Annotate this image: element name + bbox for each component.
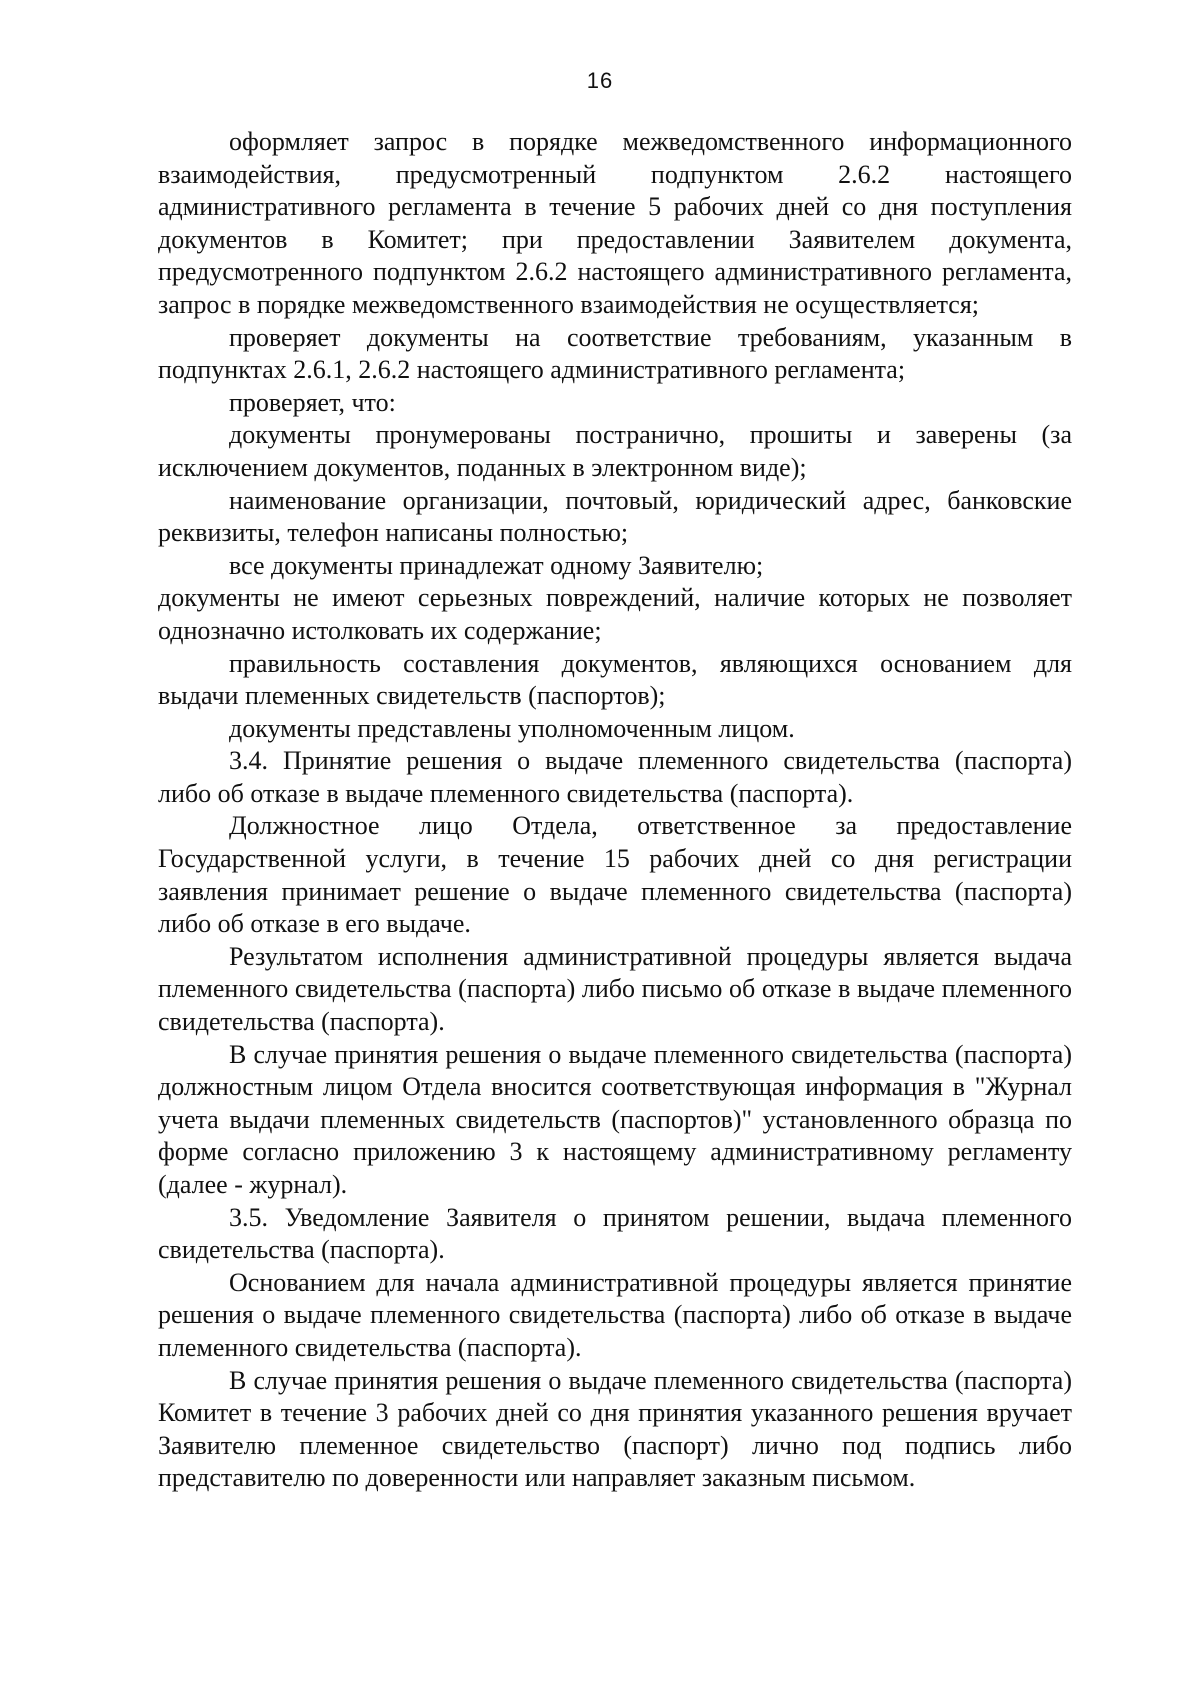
section-3-4-heading: 3.4. Принятие решения о выдаче племенного свидетельства (паспорта) либо об отказе в выдаче племенного свидетельства (паспорта). <box>158 746 1072 808</box>
page-number: 16 <box>586 68 614 93</box>
paragraph-documents-numbered: документы пронумерованы постранично, прошиты и заверены (за исключением документов, поданных в электронном виде); <box>158 420 1072 482</box>
paragraph-correct-compilation: правильность составления документов, являющихся основанием для выдачи племенных свидетельств (паспортов); <box>158 648 1072 711</box>
paragraph-checks-that: проверяет, что: <box>229 387 396 417</box>
paragraph-procedure-result: Результатом исполнения административной процедуры является выдача племенного свидетельства (паспорта) либо письмо об отказе в выдаче племенного свидетельства (паспорта). <box>158 941 1072 1037</box>
paragraph-single-applicant: все документы принадлежат одному Заявителю; <box>229 550 764 580</box>
paragraph-journal-entry: В случае принятия решения о выдаче племенного свидетельства (паспорта) должностным лицом Отдела вносится соответствующая информация в "Журнал учета выдачи племенных свидетельств (паспортов)" установленного образца по форме согласно приложению 3 к настоящему административному регламенту (далее - журнал). <box>158 1039 1072 1199</box>
section-3-5-heading: 3.5. Уведомление Заявителя о принятом решении, выдача племенного свидетельства (паспорта). <box>158 1202 1072 1265</box>
paragraph-certificate-delivery: В случае принятия решения о выдаче племенного свидетельства (паспорта) Комитет в течение 3 рабочих дней со дня принятия указанного решения вручает Заявителю племенное свидетельство (паспорт) лично под подпись либо представителю по доверенности или направляет заказным письмом. <box>158 1365 1072 1493</box>
paragraph-interagency-request: оформляет запрос в порядке межведомственного информационного взаимодействия, предусмотренный подпунктом 2.6.2 настоящего административного регламента в течение 5 рабочих дней со дня поступления документов в Комитет; при предоставлении Заявителем документа, предусмотренного подпунктом 2.6.2 настоящего административного регламента, запрос в порядке межведомственного взаимодействия не осуществляется; <box>158 127 1072 319</box>
paragraph-official-decision: Должностное лицо Отдела, ответственное за предоставление Государственной услуги, в течение 15 рабочих дней со дня регистрации заявления принимает решение о выдаче племенного свидетельства (паспорта) либо об отказе в его выдаче. <box>158 811 1072 939</box>
document-body <box>158 126 1072 1495</box>
paragraph-authorized-person: документы представлены уполномоченным лицом. <box>229 713 795 743</box>
paragraph-organization-details: наименование организации, почтовый, юридический адрес, банковские реквизиты, телефон написаны полностью; <box>158 485 1072 548</box>
paragraph-check-requirements: проверяет документы на соответствие требованиям, указанным в подпунктах 2.6.1, 2.6.2 настоящего административного регламента; <box>158 322 1072 385</box>
paragraph-no-damage: документы не имеют серьезных повреждений, наличие которых не позволяет однозначно истолковать их содержание; <box>158 583 1072 645</box>
paragraph-procedure-basis: Основанием для начала административной процедуры является принятие решения о выдаче племенного свидетельства (паспорта) либо об отказе в выдаче племенного свидетельства (паспорта). <box>158 1267 1072 1362</box>
